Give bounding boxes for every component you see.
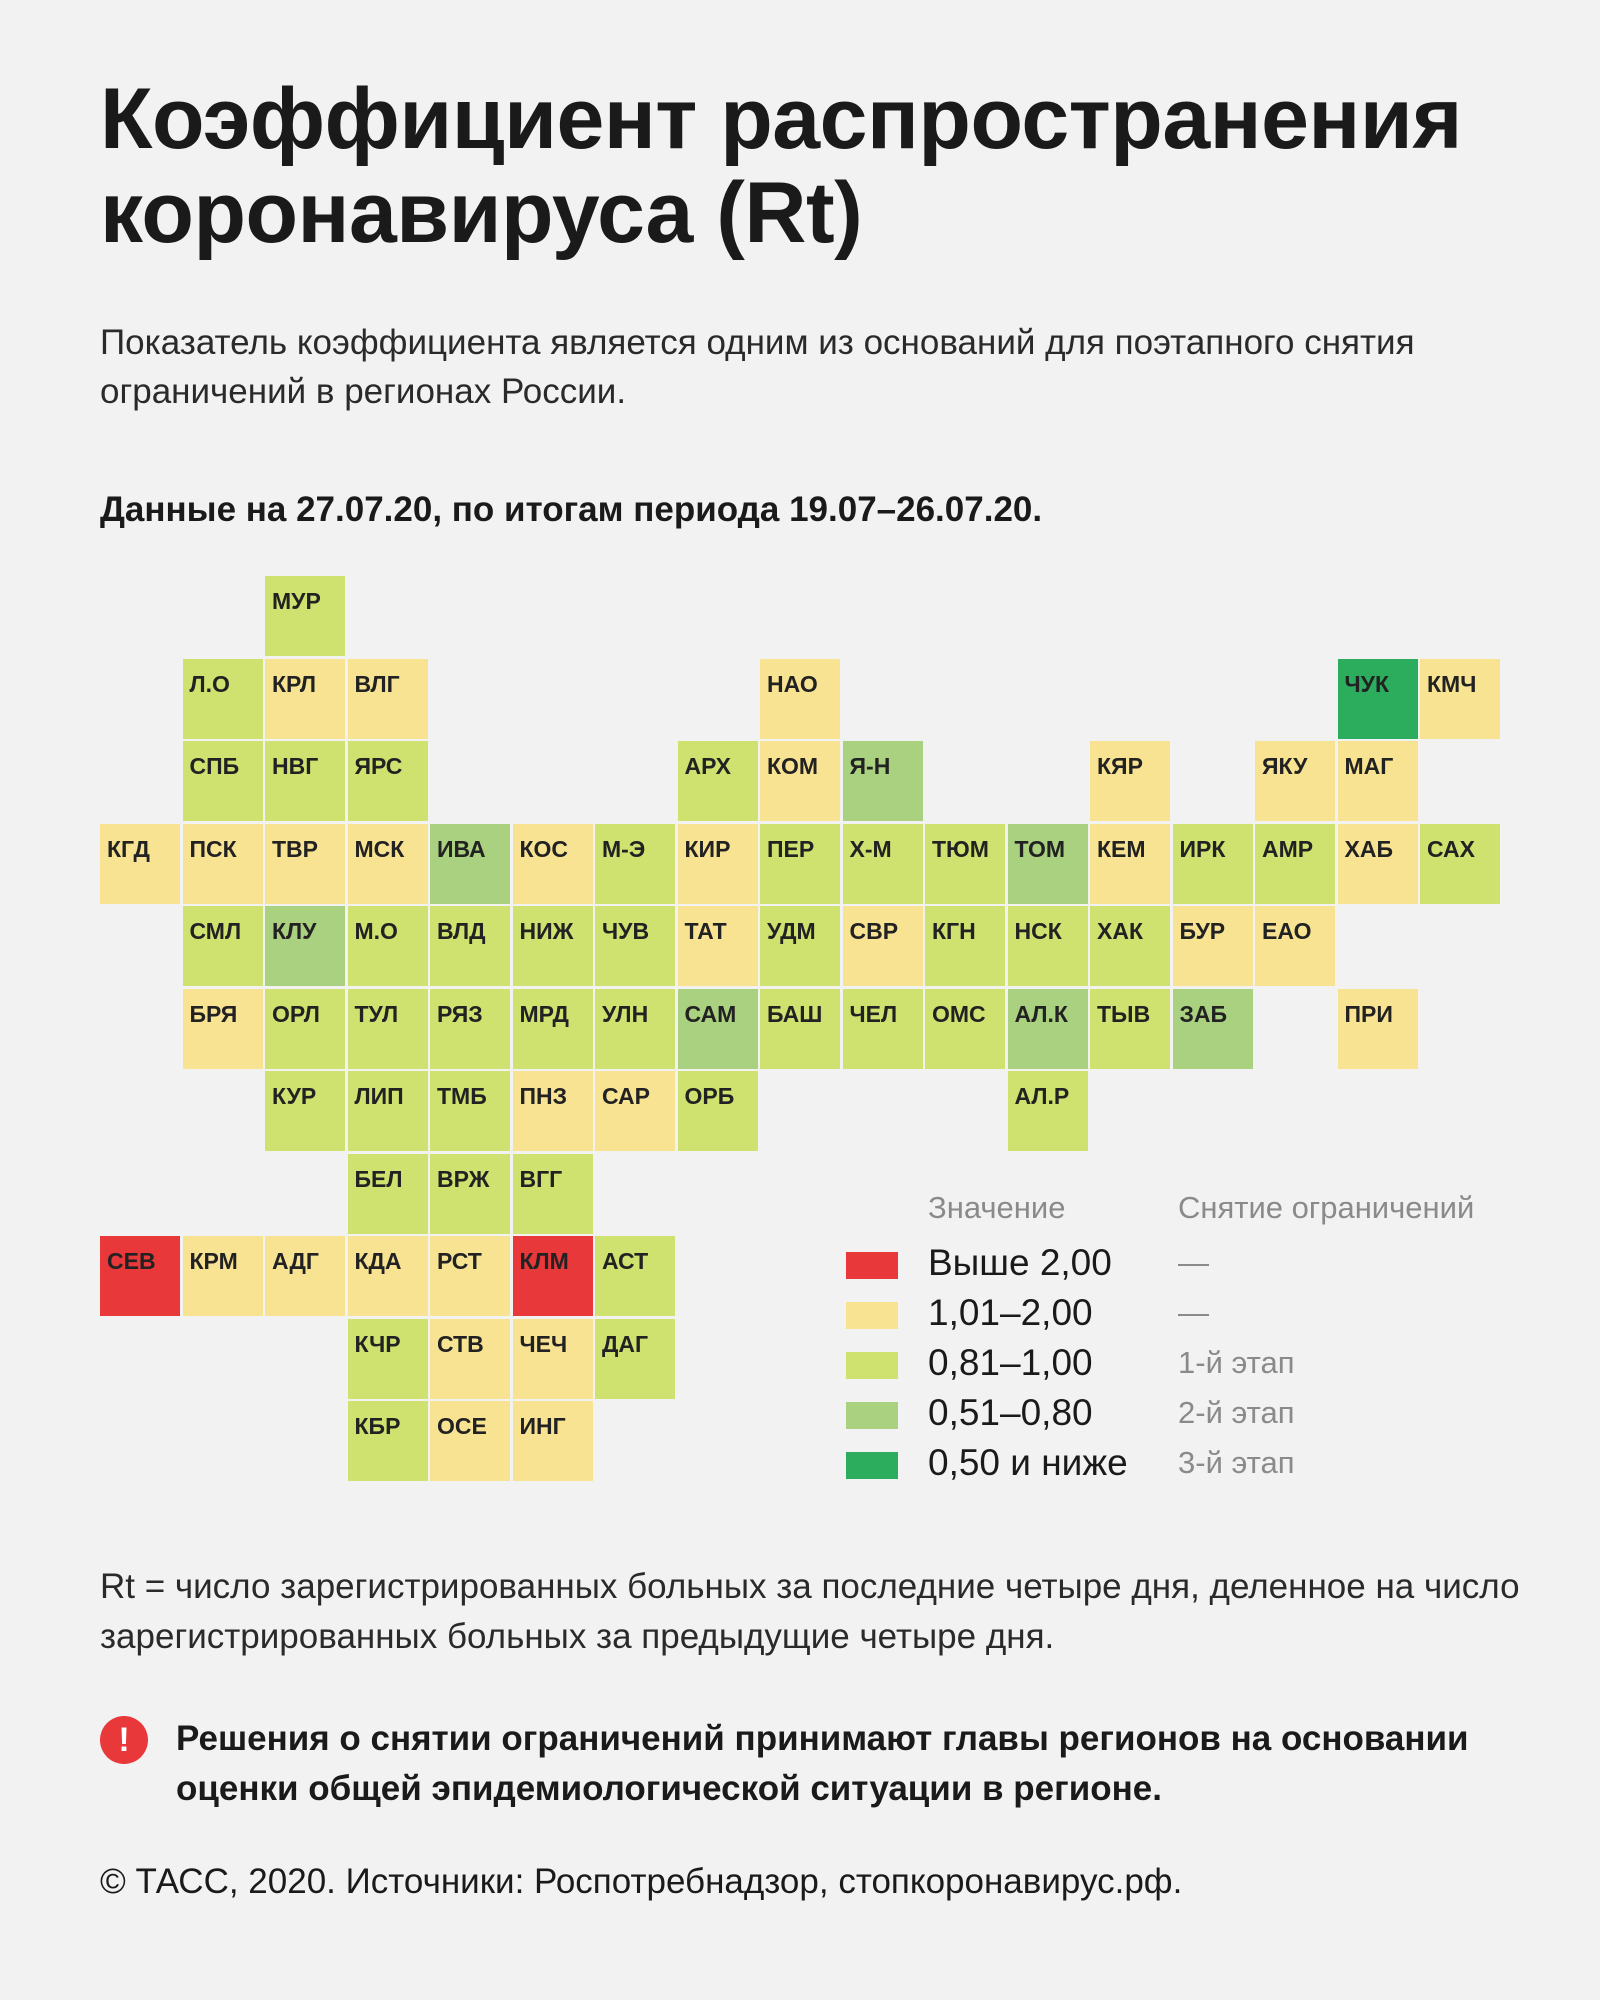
region-tile: Л.О [183, 659, 263, 739]
legend-swatch [846, 1302, 898, 1329]
region-tile: АЛ.Р [1008, 1071, 1088, 1151]
legend-stage: 1-й этап [1178, 1345, 1295, 1380]
region-tile: ОРБ [678, 1071, 758, 1151]
legend-swatch [846, 1352, 898, 1379]
region-tile: ТОМ [1008, 824, 1088, 904]
legend-row [846, 1388, 1546, 1438]
region-tile: СПБ [183, 741, 263, 821]
region-tile: НСК [1008, 906, 1088, 986]
region-tile: ЗАБ [1173, 989, 1253, 1069]
region-tile: МРД [513, 989, 593, 1069]
legend-row [846, 1238, 1546, 1288]
region-tile: ЯКУ [1255, 741, 1335, 821]
region-tile: ПЕР [760, 824, 840, 904]
region-tile: БУР [1173, 906, 1253, 986]
region-tile: МСК [348, 824, 428, 904]
legend-value: Выше 2,00 [928, 1242, 1112, 1283]
region-tile: НАО [760, 659, 840, 739]
page-subtitle: Показатель коэффициента является одним из оснований для поэтапного снятия ограничений в регионах России. [100, 323, 1415, 411]
rt-formula-note: Rt = число зарегистрированных больных за последние четыре дня, деленное на число зарегистрированных больных за предыдущие четыре дня. [100, 1567, 1520, 1656]
region-tile: ТВР [265, 824, 345, 904]
region-tile: ЕАО [1255, 906, 1335, 986]
region-tile: ПСК [183, 824, 263, 904]
region-tile: ЧУВ [595, 906, 675, 986]
legend-value: 0,81–1,00 [928, 1342, 1093, 1383]
region-tile: НВГ [265, 741, 345, 821]
region-tile: РЯЗ [430, 989, 510, 1069]
region-tile: КГД [100, 824, 180, 904]
region-tile: АДГ [265, 1236, 345, 1316]
legend-stage: 3-й этап [1178, 1445, 1295, 1480]
region-tile: СТВ [430, 1319, 510, 1399]
region-tile: АЛ.К [1008, 989, 1088, 1069]
region-tile: ХАК [1090, 906, 1170, 986]
region-tile: КЯР [1090, 741, 1170, 821]
region-tile: БАШ [760, 989, 840, 1069]
region-tile: ТЮМ [925, 824, 1005, 904]
region-tile: ОРЛ [265, 989, 345, 1069]
legend-swatch [846, 1252, 898, 1279]
region-tile: СЕВ [100, 1236, 180, 1316]
warning-note: Решения о снятии ограничений принимают главы регионов на основании оценки общей эпидемиологической ситуации в регионе. [176, 1719, 1469, 1808]
region-tile: ТАТ [678, 906, 758, 986]
region-tile: ТМБ [430, 1071, 510, 1151]
region-tile: УЛН [595, 989, 675, 1069]
region-tile: УДМ [760, 906, 840, 986]
region-tile: М.О [348, 906, 428, 986]
region-tile: КРМ [183, 1236, 263, 1316]
region-tile: Я-Н [843, 741, 923, 821]
legend-header-stage: Снятие ограничений [1178, 1190, 1475, 1225]
legend-swatch [846, 1402, 898, 1429]
region-tile: ИНГ [513, 1401, 593, 1481]
region-tile: КДА [348, 1236, 428, 1316]
region-tile: КУР [265, 1071, 345, 1151]
region-tile: ОСЕ [430, 1401, 510, 1481]
region-tile: ТУЛ [348, 989, 428, 1069]
region-tile: ПРИ [1338, 989, 1418, 1069]
region-tile: КОС [513, 824, 593, 904]
region-tile: КЧР [348, 1319, 428, 1399]
region-tile: КБР [348, 1401, 428, 1481]
legend-row [846, 1338, 1546, 1388]
legend-value: 1,01–2,00 [928, 1292, 1093, 1333]
region-tile: СМЛ [183, 906, 263, 986]
region-tile: БРЯ [183, 989, 263, 1069]
region-tile: САХ [1420, 824, 1500, 904]
legend-row [846, 1438, 1546, 1488]
region-tile: СВР [843, 906, 923, 986]
region-tile: ПНЗ [513, 1071, 593, 1151]
region-tile: ЧУК [1338, 659, 1418, 739]
region-tile: БЕЛ [348, 1154, 428, 1234]
region-tile: САР [595, 1071, 675, 1151]
legend-value: 0,51–0,80 [928, 1392, 1093, 1433]
region-tile: МАГ [1338, 741, 1418, 821]
region-tile: РСТ [430, 1236, 510, 1316]
legend-stage: — [1178, 1245, 1209, 1280]
region-tile: КОМ [760, 741, 840, 821]
region-tile: ВРЖ [430, 1154, 510, 1234]
region-tile: КМЧ [1420, 659, 1500, 739]
legend-value: 0,50 и ниже [928, 1442, 1128, 1483]
exclamation-icon: ! [100, 1716, 148, 1764]
region-tile: АМР [1255, 824, 1335, 904]
region-tile: САМ [678, 989, 758, 1069]
legend-swatch [846, 1452, 898, 1479]
region-tile: КРЛ [265, 659, 345, 739]
region-tile: КИР [678, 824, 758, 904]
region-tile: МУР [265, 576, 345, 656]
region-tile: ЧЕЛ [843, 989, 923, 1069]
region-tile: ВЛГ [348, 659, 428, 739]
region-tile: ЯРС [348, 741, 428, 821]
legend-row [846, 1288, 1546, 1338]
region-tile: АРХ [678, 741, 758, 821]
region-tile: АСТ [595, 1236, 675, 1316]
legend-stage: — [1178, 1295, 1209, 1330]
data-date-line: Данные на 27.07.20, по итогам периода 19.07–26.07.20. [100, 490, 1043, 529]
region-tile: ИРК [1173, 824, 1253, 904]
region-tile: ЧЕЧ [513, 1319, 593, 1399]
region-tile: ОМС [925, 989, 1005, 1069]
region-tile: КЛУ [265, 906, 345, 986]
source-credits: © ТАСС, 2020. Источники: Роспотребнадзор, стопкоронавирус.рф. [100, 1862, 1183, 1901]
region-tile: ВЛД [430, 906, 510, 986]
page-title: Коэффициент распространения коронавируса (Rt) [100, 71, 1462, 261]
region-tile: ХАБ [1338, 824, 1418, 904]
region-tile: ЛИП [348, 1071, 428, 1151]
region-tile: КЕМ [1090, 824, 1170, 904]
legend-stage: 2-й этап [1178, 1395, 1295, 1430]
region-tile: ТЫВ [1090, 989, 1170, 1069]
region-tile: КГН [925, 906, 1005, 986]
region-tile: ИВА [430, 824, 510, 904]
region-tile: НИЖ [513, 906, 593, 986]
region-tile: КЛМ [513, 1236, 593, 1316]
region-tile: Х-М [843, 824, 923, 904]
region-tile: ДАГ [595, 1319, 675, 1399]
region-tile: М-Э [595, 824, 675, 904]
legend-header-value: Значение [928, 1190, 1066, 1225]
region-tile: ВГГ [513, 1154, 593, 1234]
